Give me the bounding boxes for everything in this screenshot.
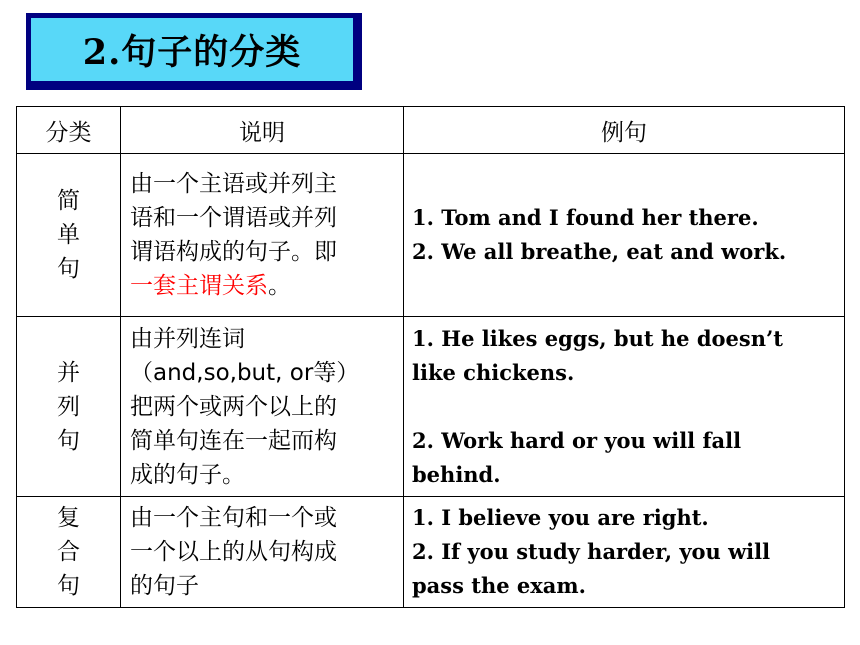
category-char: 简 <box>57 188 80 214</box>
description-tail: 。 <box>268 273 291 299</box>
example-line: 2. If you study harder, you will <box>412 539 771 564</box>
category-char: 合 <box>57 539 80 565</box>
description-line: 简单句连在一起而构 <box>130 427 337 454</box>
description-line: 由一个主语或并列主 <box>130 171 337 197</box>
category-compound-sentence <box>17 317 121 497</box>
example-line: 1. He likes eggs, but he doesn’t <box>412 325 783 351</box>
table-header-row <box>17 107 845 154</box>
description-highlight: 一套主谓关系 <box>130 273 268 299</box>
table-row-simple <box>17 154 845 317</box>
description-line: 一个以上的从句构成 <box>130 539 337 565</box>
category-char: 单 <box>57 222 80 248</box>
category-char: 复 <box>57 505 80 531</box>
category-char: 列 <box>57 393 80 420</box>
category-char: 句 <box>57 427 80 454</box>
page-title: 2.句子的分类 <box>82 31 302 73</box>
example-line: like chickens. <box>412 359 575 385</box>
description-line: 语和一个谓语或并列 <box>130 205 337 231</box>
examples-compound-sentence <box>404 317 845 497</box>
example-line: 2. Work hard or you will fall <box>412 427 742 453</box>
category-complex-sentence <box>17 497 121 608</box>
example-line: 2. We all breathe, eat and work. <box>412 239 787 264</box>
header-examples: 例句 <box>404 107 845 154</box>
example-line: pass the exam. <box>412 573 586 598</box>
category-char: 句 <box>57 573 80 599</box>
category-simple-sentence <box>17 154 121 317</box>
examples-complex-sentence <box>404 497 845 608</box>
category-char: 句 <box>57 256 80 282</box>
example-line: behind. <box>412 461 501 487</box>
description-simple-sentence <box>121 154 404 317</box>
description-line: 由并列连词 <box>130 325 245 352</box>
description-compound-sentence <box>121 317 404 497</box>
description-line: 把两个或两个以上的 <box>130 393 337 420</box>
examples-simple-sentence <box>404 154 845 317</box>
example-line: 1. Tom and I found her there. <box>412 205 759 230</box>
description-line: 由一个主句和一个或 <box>130 505 337 531</box>
description-complex-sentence <box>121 497 404 608</box>
description-line: （and,so,but, or等） <box>130 359 360 386</box>
classification-table <box>16 106 845 608</box>
description-line: 谓语构成的句子。即 <box>130 239 337 265</box>
header-category: 分类 <box>17 107 121 154</box>
example-line: 1. I believe you are right. <box>412 505 709 530</box>
spacer <box>412 390 838 424</box>
description-line: 的句子 <box>130 573 199 599</box>
table-row-complex <box>17 497 845 608</box>
table-row-compound <box>17 317 845 497</box>
title-box <box>26 13 362 90</box>
description-line: 成的句子。 <box>130 461 245 488</box>
category-char: 并 <box>57 359 80 386</box>
header-description: 说明 <box>121 107 404 154</box>
